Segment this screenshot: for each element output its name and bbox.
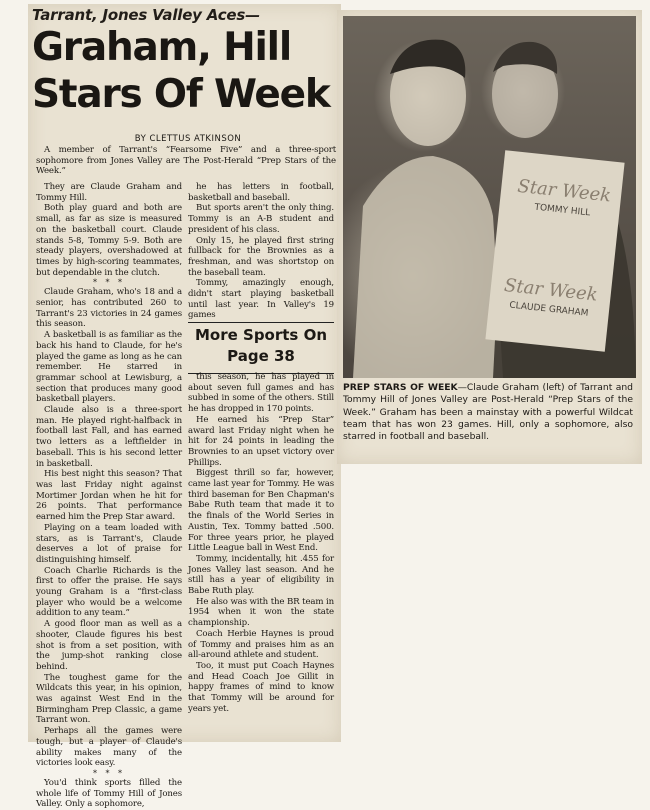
paragraph: He also was with the BR team in 1954 when it won the state championship.: [188, 596, 334, 629]
players-photo: [343, 16, 636, 378]
section-break: * * *: [92, 278, 126, 288]
paragraph: Both play guard and both are small, as far as size is measured on the basketball court. Claude stands 5-8, Tommy 5-9. Both are steady players, overshadowed at times by high-scoring teammates, but dependable in the clutch.: [36, 203, 182, 278]
headline: Graham, Hill Stars Of Week: [32, 25, 330, 117]
players-photo-illustration: [343, 16, 636, 378]
paragraph: Claude Graham, who's 18 and a senior, has contributed 260 to Tarrant's 23 victories in 24 games this season.: [36, 287, 182, 330]
paragraph: They are Claude Graham and Tommy Hill.: [36, 182, 182, 203]
caption-label: PREP STARS OF WEEK: [343, 382, 458, 393]
caption-text: —Claude Graham (left) of Tarrant and Tommy Hill of Jones Valley are Post-Herald “Prep Stars of the Week.” Graham has been a mainstay with a powerful Wildcat team that has won 23 games. Hill, only a sophomore, also starred in football and baseball.: [343, 382, 634, 443]
paragraph: The toughest game for the Wildcats this year, in his opinion, was against West End in the Birmingham Prep Classic, a game Tarrant won.: [36, 672, 182, 726]
newspaper-article-clipping: [28, 4, 341, 810]
paragraph: Too, it must put Coach Haynes and Head Coach Joe Gillit in happy frames of mind to know that Tommy will be around for years yet.: [188, 660, 334, 714]
certificate-name-bottom: CLAUDE GRAHAM: [508, 300, 589, 319]
certificate-script-2: Star Week: [503, 274, 599, 306]
paragraph: Only 15, he played first string fullback for the Brownies as a freshman, and was shortstop on the baseball team.: [188, 235, 334, 278]
more-sports-promo: More Sports On Page 38: [188, 322, 334, 374]
lead-text: A member of Tarrant's “Fearsome Five” and a three-sport sophomore from Jones Valley are The Post-Herald “Prep Stars of the Week.”: [36, 145, 336, 177]
photo-clipping: [337, 10, 642, 464]
kicker: Tarrant, Jones Valley Aces—: [32, 6, 260, 24]
paragraph: But sports aren't the only thing. Tommy is an A-B student and president of his class.: [188, 203, 334, 235]
paragraph: He earned his “Prep Star” award last Friday night when he hit for 24 points in leading the Brownies to an upset victory over Phillips.: [188, 414, 334, 468]
paragraph: Tommy, amazingly enough, didn't start playing basketball until last year. In Valley's 19 games: [188, 278, 334, 321]
article-column-2: [188, 182, 334, 321]
paragraph: Tommy, incidentally, hit .455 for Jones Valley last season. And he still has a year of eligibility in Babe Ruth play.: [188, 553, 334, 597]
paragraph: Coach Herbie Haynes is proud of Tommy and praises him as an all-around athlete and student.: [188, 628, 334, 661]
paragraph: A basketball is as familiar as the back his hand to Claude, for he's played the game as long as he can remember. He starred in grammar school at Lewisburg, a section that produces many good basketball players.: [36, 330, 182, 405]
paragraph: His best night this season? That was last Friday night against Mortimer Jordan when he hit for 26 points. That performance earned him the Prep Star award.: [36, 469, 182, 523]
paragraph: Playing on a team loaded with stars, as is Tarrant's, Claude deserves a lot of praise for distinguishing himself.: [36, 522, 182, 565]
paragraph: Perhaps all the games were tough, but a player of Claude's ability makes many of the victories look easy.: [36, 726, 182, 769]
paragraph: A good floor man as well as a shooter, Claude figures his best shot is from a set position, with the jump-shot ranking close behind.: [36, 619, 182, 672]
paragraph: You'd think sports filled the whole life of Tommy Hill of Jones Valley. Only a sophomore,: [36, 777, 182, 810]
article-column-1: [36, 182, 182, 810]
paragraph: this season, he has played in about seven full games and has subbed in some of the others. Still he has dropped in 170 points.: [188, 372, 334, 415]
paragraph: Coach Charlie Richards is the first to offer the praise. He says young Graham is a “first-class player who would be a welcome addition to any team.”: [36, 565, 182, 619]
article-column-2-continued: [188, 372, 334, 714]
certificate-name-top: TOMMY HILL: [533, 202, 591, 219]
paragraph: Biggest thrill so far, however, came last year for Tommy. He was third baseman for Ben Chapman's Babe Ruth team that made it to the finals of the World Series in Austin, Tex. Tommy batted .500. For three years prior, he played Little League ball in West End.: [188, 468, 334, 554]
byline: BY CLETTUS ATKINSON: [134, 134, 242, 144]
paragraph: Claude also is a three-sport man. He played right-halfback in football last Fall, and has earned two letters as a leftfielder in baseball. This is his second letter in basketball.: [36, 405, 182, 469]
photo-caption: [343, 382, 633, 443]
section-break: * * *: [92, 768, 126, 778]
lead-paragraph: [36, 145, 336, 177]
paragraph: he has letters in football, basketball and baseball.: [188, 182, 334, 203]
certificate-script: Star Week: [516, 175, 613, 207]
